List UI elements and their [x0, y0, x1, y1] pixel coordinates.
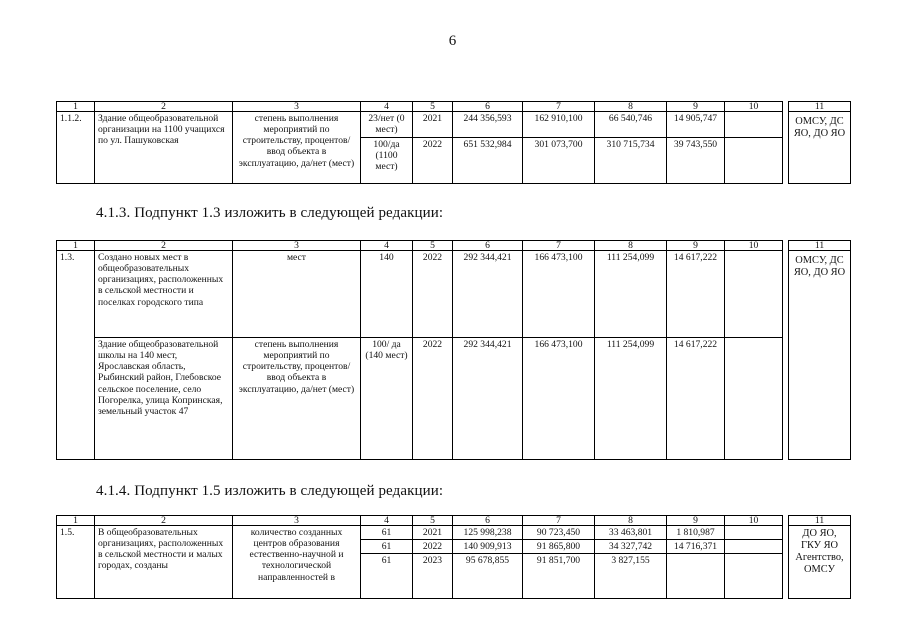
- table-header-row: [57, 241, 851, 251]
- row-name: Здание общеобразовательной организации на 1100 учащихся по ул. Пашуковская: [95, 112, 233, 184]
- amount-cell: 39 743,550: [667, 138, 725, 184]
- amount-cell: [725, 338, 783, 460]
- year-cell: 2023: [413, 554, 453, 599]
- row-indicator: мест: [233, 251, 361, 338]
- row-executor: ДО ЯО, ГКУ ЯО Агентство, ОМСУ: [789, 526, 851, 599]
- amount-cell: 33 463,801: [595, 526, 667, 540]
- amount-cell: 166 473,100: [523, 251, 595, 338]
- col-header: 8: [595, 102, 667, 112]
- row-code: 1.1.2.: [57, 112, 95, 184]
- col-header: 10: [725, 516, 783, 526]
- col-header: 5: [413, 241, 453, 251]
- row-code: 1.5.: [57, 526, 95, 599]
- total-cell: 244 356,593: [453, 112, 523, 138]
- table-row: [57, 251, 851, 338]
- value-cell: 61: [361, 540, 413, 554]
- row-name: Создано новых мест в общеобразовательных организациях, расположенных в сельской местности и поселках городского типа: [95, 251, 233, 338]
- row-code: 1.3.: [57, 251, 95, 460]
- col-header: 1: [57, 102, 95, 112]
- amount-cell: 14 617,222: [667, 251, 725, 338]
- amount-cell: [667, 554, 725, 599]
- amount-cell: 91 865,800: [523, 540, 595, 554]
- amount-cell: 111 254,099: [595, 338, 667, 460]
- total-cell: 651 532,984: [453, 138, 523, 184]
- total-cell: 292 344,421: [453, 338, 523, 460]
- table-row: [57, 338, 851, 460]
- amount-cell: [725, 251, 783, 338]
- col-header: 9: [667, 102, 725, 112]
- col-header: 8: [595, 516, 667, 526]
- value-cell: 61: [361, 554, 413, 599]
- col-header: 3: [233, 241, 361, 251]
- amount-cell: 91 851,700: [523, 554, 595, 599]
- col-header: 2: [95, 102, 233, 112]
- table-header-row: [57, 102, 851, 112]
- year-cell: 2021: [413, 112, 453, 138]
- amount-cell: 66 540,746: [595, 112, 667, 138]
- col-header: 11: [789, 516, 851, 526]
- col-header: 10: [725, 241, 783, 251]
- value-cell: 100/да (1100 мест): [361, 138, 413, 184]
- amount-cell: 14 617,222: [667, 338, 725, 460]
- col-header: 2: [95, 241, 233, 251]
- amount-cell: 1 810,987: [667, 526, 725, 540]
- total-cell: 125 998,238: [453, 526, 523, 540]
- page-number: 6: [448, 33, 457, 49]
- amount-cell: [725, 540, 783, 554]
- amount-cell: [725, 554, 783, 599]
- year-cell: 2022: [413, 540, 453, 554]
- total-cell: 140 909,913: [453, 540, 523, 554]
- col-header: 4: [361, 102, 413, 112]
- col-header: 3: [233, 516, 361, 526]
- row-indicator: количество созданных центров образования естественно-научной и технологической направленностей в: [233, 526, 361, 599]
- col-header: 9: [667, 241, 725, 251]
- amount-cell: 90 723,450: [523, 526, 595, 540]
- year-cell: 2022: [413, 138, 453, 184]
- value-cell: 100/ да (140 мест): [361, 338, 413, 460]
- col-header: 3: [233, 102, 361, 112]
- table-row: [57, 526, 851, 540]
- amount-cell: [725, 112, 783, 138]
- table-subitem-1-1-2: [56, 101, 851, 184]
- col-header: 7: [523, 241, 595, 251]
- col-header: 6: [453, 241, 523, 251]
- col-header: 5: [413, 102, 453, 112]
- value-cell: 140: [361, 251, 413, 338]
- amount-cell: 111 254,099: [595, 251, 667, 338]
- col-header: 7: [523, 102, 595, 112]
- row-executor: ОМСУ, ДС ЯО, ДО ЯО: [789, 112, 851, 184]
- value-cell: 23/нет (0 мест): [361, 112, 413, 138]
- col-header: 2: [95, 516, 233, 526]
- table-subitem-1-3: [56, 240, 851, 460]
- total-cell: 95 678,855: [453, 554, 523, 599]
- col-header: 11: [789, 102, 851, 112]
- col-header: 5: [413, 516, 453, 526]
- amount-cell: 162 910,100: [523, 112, 595, 138]
- row-indicator: степень выполнения мероприятий по строительству, процентов/ ввод объекта в эксплуатацию, да/нет (мест): [233, 112, 361, 184]
- row-executor: ОМСУ, ДС ЯО, ДО ЯО: [789, 251, 851, 460]
- amount-cell: 3 827,155: [595, 554, 667, 599]
- section-heading-4-1-4: 4.1.4. Подпункт 1.5 изложить в следующей редакции:: [96, 483, 444, 499]
- col-header: 4: [361, 516, 413, 526]
- col-header: 6: [453, 102, 523, 112]
- amount-cell: 301 073,700: [523, 138, 595, 184]
- amount-cell: 14 716,371: [667, 540, 725, 554]
- year-cell: 2022: [413, 251, 453, 338]
- col-header: 1: [57, 241, 95, 251]
- section-heading-4-1-3: 4.1.3. Подпункт 1.3 изложить в следующей редакции:: [96, 205, 444, 221]
- row-indicator: степень выполнения мероприятий по строительству, процентов/ ввод объекта в эксплуатацию, да/нет (мест): [233, 338, 361, 460]
- col-header: 8: [595, 241, 667, 251]
- col-header: 11: [789, 241, 851, 251]
- col-header: 1: [57, 516, 95, 526]
- col-header: 7: [523, 516, 595, 526]
- amount-cell: 34 327,742: [595, 540, 667, 554]
- amount-cell: [725, 138, 783, 184]
- col-header: 4: [361, 241, 413, 251]
- col-header: 9: [667, 516, 725, 526]
- amount-cell: 14 905,747: [667, 112, 725, 138]
- value-cell: 61: [361, 526, 413, 540]
- table-row: [57, 112, 851, 138]
- year-cell: 2022: [413, 338, 453, 460]
- col-header: 6: [453, 516, 523, 526]
- amount-cell: 310 715,734: [595, 138, 667, 184]
- total-cell: 292 344,421: [453, 251, 523, 338]
- table-subitem-1-5: [56, 515, 851, 599]
- amount-cell: 166 473,100: [523, 338, 595, 460]
- year-cell: 2021: [413, 526, 453, 540]
- row-name: Здание общеобразовательной школы на 140 мест, Ярославская область, Рыбинский район, Глебовское сельское поселение, село Погорелка, улица Копринская, земельный участок 47: [95, 338, 233, 460]
- row-name: В общеобразовательных организациях, расположенных в сельской местности и малых городах, созданы: [95, 526, 233, 599]
- col-header: 10: [725, 102, 783, 112]
- table-header-row: [57, 516, 851, 526]
- amount-cell: [725, 526, 783, 540]
